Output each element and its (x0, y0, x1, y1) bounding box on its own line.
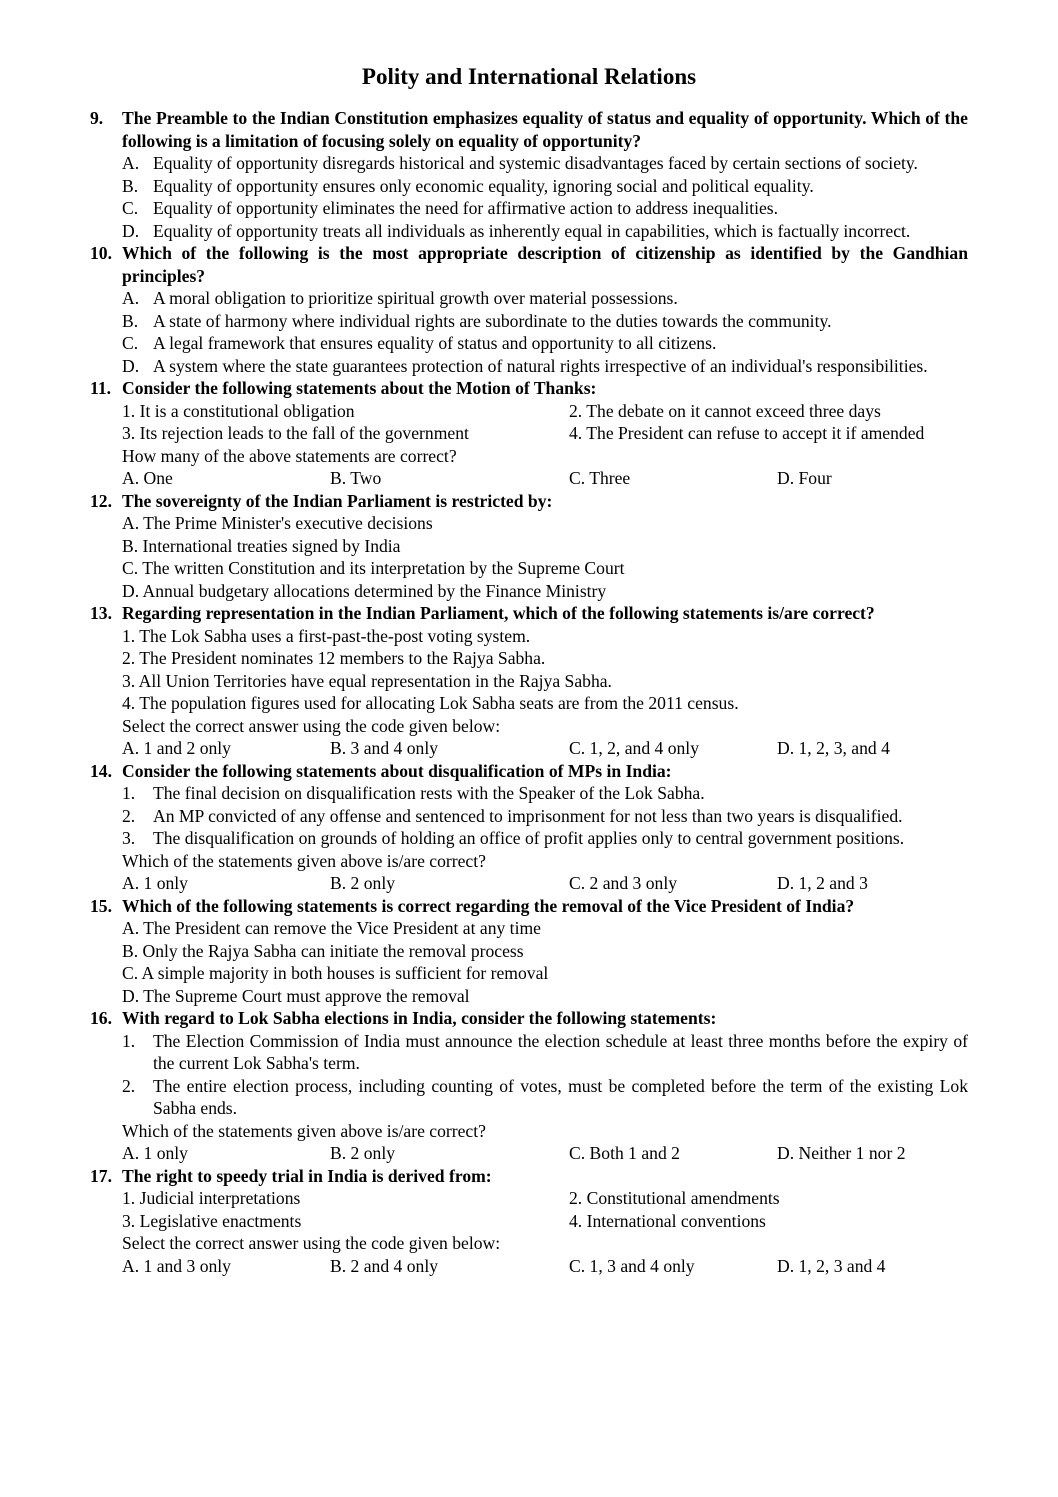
option-label: C. (122, 333, 139, 353)
answer-option: B. 2 only (330, 1143, 396, 1163)
option-item (122, 287, 968, 310)
option-text: The entire election process, including counting of votes, must be completed before the term of the existing Lok Sabha ends. (153, 1075, 968, 1118)
option-label: 2. (122, 1075, 136, 1096)
question-text: The right to speedy trial in India is derived from: (122, 1165, 492, 1186)
option-label: B. (122, 175, 139, 196)
answer-option: B. Two (330, 468, 382, 488)
answer-options-row (122, 872, 968, 895)
question-text: Consider the following statements about the Motion of Thanks: (122, 378, 597, 398)
question (90, 377, 968, 490)
answer-option: A. 1 only (122, 1143, 188, 1163)
question-number: 10. (90, 243, 112, 263)
option-item (122, 332, 968, 355)
question-text: Consider the following statements about disqualification of MPs in India: (122, 760, 672, 781)
question (90, 895, 968, 1008)
question-text: The sovereignty of the Indian Parliament is restricted by: (122, 490, 553, 511)
statement: 4. International conventions (569, 1210, 766, 1231)
statement: 3. Its rejection leads to the fall of the government (122, 423, 469, 443)
option-label: D. (122, 220, 140, 241)
answer-option: B. 3 and 4 only (330, 738, 439, 758)
question-header (90, 242, 968, 287)
option-item (122, 805, 968, 828)
question-number: 11. (90, 378, 112, 398)
option-text: A system where the state guarantees protection of natural rights irrespective of an individual's responsibilities. (153, 355, 928, 376)
option-label: A. (122, 288, 140, 308)
answer-option: A. 1 and 2 only (122, 738, 231, 758)
text-line: B. International treaties signed by India (122, 535, 401, 556)
text-line: D. The Supreme Court must approve the removal (122, 985, 470, 1006)
option-label: 2. (122, 805, 136, 826)
option-text: Equality of opportunity disregards historical and systemic disadvantages faced by certain sections of society. (153, 153, 918, 173)
option-label: 1. (122, 783, 136, 803)
question-number: 17. (90, 1165, 112, 1186)
question-header (90, 490, 968, 513)
answer-option: D. Neither 1 nor 2 (777, 1143, 906, 1163)
question-number: 13. (90, 603, 112, 623)
question-header (90, 602, 968, 625)
statement: 1. Judicial interpretations (122, 1188, 301, 1208)
option-text: An MP convicted of any offense and sentenced to imprisonment for not less than two years is disqualified. (153, 805, 903, 826)
text-line: Which of the statements given above is/are correct? (122, 1120, 486, 1141)
option-label: 1. (122, 1030, 136, 1051)
option-text: Equality of opportunity treats all individuals as inherently equal in capabilities, which is factually incorrect. (153, 220, 911, 241)
answer-option: D. Four (777, 468, 832, 488)
question-header (90, 1007, 968, 1030)
option-label: A. (122, 153, 140, 173)
statements-row (122, 400, 968, 423)
option-label: 3. (122, 828, 136, 848)
question-list (90, 107, 968, 1277)
option-text: The disqualification on grounds of holding an office of profit applies only to central government positions. (153, 828, 905, 848)
answer-option: B. 2 and 4 only (330, 1255, 439, 1276)
option-text: The final decision on disqualification rests with the Speaker of the Lok Sabha. (153, 783, 705, 803)
page-title: Polity and International Relations (361, 64, 697, 89)
answer-option: C. 2 and 3 only (569, 873, 678, 893)
text-line: 1. The Lok Sabha uses a first-past-the-post voting system. (122, 625, 531, 646)
answer-option: A. 1 and 3 only (122, 1255, 231, 1276)
question-number: 16. (90, 1008, 112, 1028)
question (90, 760, 968, 895)
option-text: The Election Commission of India must announce the election schedule at least three months before the expiry of the current Lok Sabha's term. (153, 1030, 968, 1073)
answer-option: C. 1, 2, and 4 only (569, 738, 699, 758)
question-number: 15. (90, 895, 112, 916)
question-number: 9. (90, 108, 104, 128)
answer-options-row (122, 737, 968, 760)
question-header (90, 1165, 968, 1188)
option-item (122, 220, 968, 243)
statement: 2. The debate on it cannot exceed three days (569, 400, 881, 421)
question-text: The Preamble to the Indian Constitution emphasizes equality of status and equality of opportunity. Which of the following is a limitation of focusing solely on equality of opportunity? (122, 108, 968, 151)
option-item (122, 355, 968, 378)
option-item (122, 197, 968, 220)
text-line: Select the correct answer using the code given below: (122, 715, 501, 736)
text-line: Select the correct answer using the code given below: (122, 1233, 501, 1253)
text-line: C. A simple majority in both houses is sufficient for removal (122, 963, 549, 983)
option-item (122, 827, 968, 850)
text-line: 2. The President nominates 12 members to the Rajya Sabha. (122, 648, 546, 668)
text-line: 4. The population figures used for allocating Lok Sabha seats are from the 2011 census. (122, 693, 739, 713)
answer-option: C. Three (569, 468, 631, 488)
question-header (90, 895, 968, 918)
answer-option: A. One (122, 468, 173, 488)
option-item (122, 310, 968, 333)
statement: 3. Legislative enactments (122, 1210, 302, 1231)
text-line: A. The President can remove the Vice President at any time (122, 918, 541, 938)
option-text: Equality of opportunity ensures only economic equality, ignoring social and political equality. (153, 175, 814, 196)
answer-option: D. 1, 2 and 3 (777, 873, 868, 893)
question-header (90, 377, 968, 400)
answer-options-row (122, 1255, 968, 1278)
question-text: Which of the following is the most appropriate description of citizenship as identified by the Gandhian principles? (122, 243, 968, 286)
text-line: D. Annual budgetary allocations determined by the Finance Ministry (122, 580, 607, 601)
answer-option: B. 2 only (330, 873, 396, 893)
option-text: Equality of opportunity eliminates the need for affirmative action to address inequalities. (153, 198, 779, 218)
option-text: A legal framework that ensures equality of status and opportunity to all citizens. (153, 333, 717, 353)
statement: 2. Constitutional amendments (569, 1188, 780, 1208)
option-text: A moral obligation to prioritize spiritual growth over material possessions. (153, 288, 678, 308)
question-text: Regarding representation in the Indian Parliament, which of the following statements is/are correct? (122, 603, 875, 623)
answer-options-row (122, 1142, 968, 1165)
text-line: A. The Prime Minister's executive decisions (122, 513, 433, 533)
option-label: B. (122, 310, 139, 331)
text-line: C. The written Constitution and its interpretation by the Supreme Court (122, 558, 625, 578)
answer-option: C. Both 1 and 2 (569, 1143, 680, 1163)
option-label: D. (122, 355, 140, 376)
question (90, 242, 968, 377)
option-item (122, 152, 968, 175)
text-line: Which of the statements given above is/are correct? (122, 850, 486, 871)
text-line: 3. All Union Territories have equal representation in the Rajya Sabha. (122, 670, 612, 691)
option-item (122, 782, 968, 805)
statements-row (122, 1187, 968, 1210)
statements-row (122, 1210, 968, 1233)
statement: 1. It is a constitutional obligation (122, 400, 355, 421)
question-number: 12. (90, 490, 112, 511)
question (90, 602, 968, 760)
option-item (122, 1075, 968, 1120)
answer-option: D. 1, 2, 3, and 4 (777, 738, 890, 758)
question-text: With regard to Lok Sabha elections in India, consider the following statements: (122, 1008, 717, 1028)
option-label: C. (122, 198, 139, 218)
question (90, 1007, 968, 1165)
question-header (90, 107, 968, 152)
answer-option: C. 1, 3 and 4 only (569, 1255, 695, 1276)
question-number: 14. (90, 760, 112, 781)
question-text: Which of the following statements is correct regarding the removal of the Vice President of India? (122, 895, 855, 916)
option-item (122, 175, 968, 198)
statements-row (122, 422, 968, 445)
text-line: B. Only the Rajya Sabha can initiate the removal process (122, 940, 524, 961)
question (90, 490, 968, 603)
option-text: A state of harmony where individual rights are subordinate to the duties towards the community. (153, 310, 832, 331)
question-header (90, 760, 968, 783)
answer-option: D. 1, 2, 3 and 4 (777, 1255, 886, 1276)
text-line: How many of the above statements are correct? (122, 445, 457, 466)
question (90, 107, 968, 242)
option-item (122, 1030, 968, 1075)
question (90, 1165, 968, 1278)
answer-option: A. 1 only (122, 873, 188, 893)
statement: 4. The President can refuse to accept it if amended (569, 423, 925, 443)
answer-options-row (122, 467, 968, 490)
